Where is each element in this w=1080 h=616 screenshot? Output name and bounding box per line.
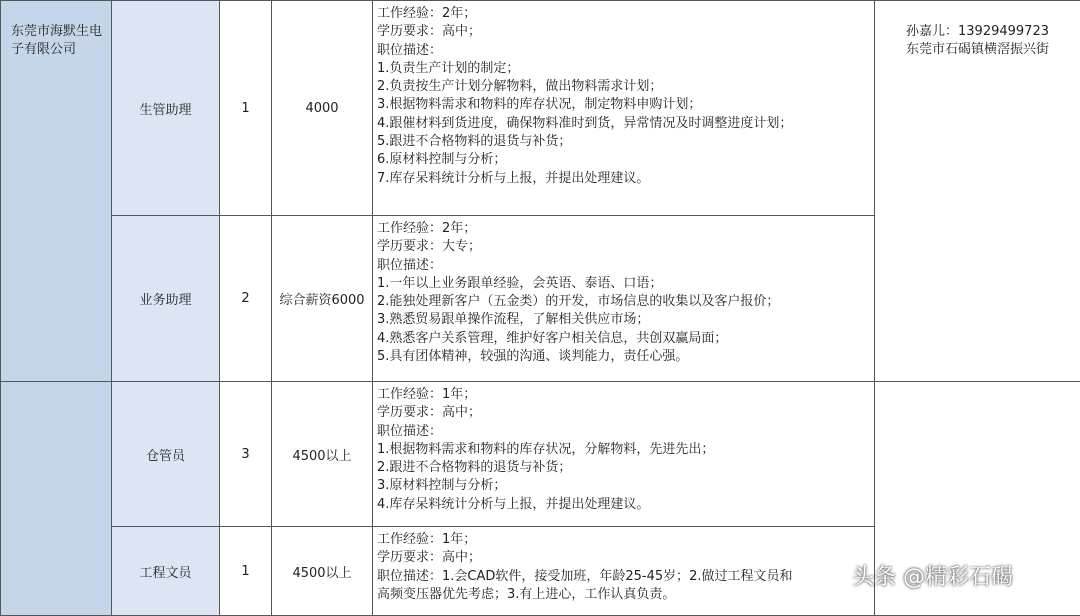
description-line: 3.原材料控制与分析； bbox=[377, 477, 868, 495]
description-line: 1.一年以上业务跟单经验，会英语、泰语、口语； bbox=[377, 275, 868, 293]
count-cell bbox=[220, 527, 272, 616]
table-row bbox=[1, 1, 1080, 216]
salary: 4000 bbox=[305, 101, 338, 116]
company-name: 东莞市海默生电子有限公司 bbox=[11, 24, 102, 57]
description-line: 2.负责按生产计划分解物料，做出物料需求计划； bbox=[377, 78, 868, 96]
count-cell bbox=[220, 1, 272, 216]
description-line: 学历要求：高中； bbox=[377, 549, 868, 567]
position-name: 仓管员 bbox=[146, 449, 185, 464]
table-row bbox=[1, 382, 1080, 527]
job-description-cell bbox=[373, 527, 875, 616]
description-line: 职位描述： bbox=[377, 257, 868, 275]
description-line: 1.负责生产计划的制定； bbox=[377, 60, 868, 78]
salary-cell bbox=[272, 527, 373, 616]
contact-cell bbox=[875, 1, 1080, 382]
description-line: 学历要求：高中； bbox=[377, 23, 868, 41]
job-description-cell bbox=[373, 382, 875, 527]
job-description-cell bbox=[373, 1, 875, 216]
description-line: 3.根据物料需求和物料的库存状况，制定物料申购计划； bbox=[377, 96, 868, 114]
headcount: 2 bbox=[241, 291, 249, 306]
description-line: 4.跟催材料到货进度，确保物料准时到货，异常情况及时调整进度计划； bbox=[377, 115, 868, 133]
description-line: 4.熟悉客户关系管理，维护好客户相关信息，共创双赢局面； bbox=[377, 330, 868, 348]
position-cell bbox=[112, 382, 220, 527]
salary: 综合薪资6000 bbox=[279, 293, 364, 308]
salary-cell bbox=[272, 216, 373, 382]
job-description-cell bbox=[373, 216, 875, 382]
company-name-cell bbox=[1, 1, 112, 382]
description-line: 工作经验：2年； bbox=[377, 5, 868, 23]
description-line: 高频变压器优先考虑；3.有上进心，工作认真负责。 bbox=[377, 586, 868, 604]
description-line: 7.库存呆料统计分析与上报，并提出处理建议。 bbox=[377, 170, 868, 188]
position-name: 生管助理 bbox=[139, 103, 191, 118]
contact-address: 东莞市石碣镇横滘振兴街 bbox=[875, 41, 1080, 59]
position-name: 业务助理 bbox=[139, 293, 191, 308]
contact-name-phone: 孙嘉儿：13929499723 bbox=[875, 23, 1080, 41]
position-cell bbox=[112, 1, 220, 216]
description-line: 职位描述： bbox=[377, 42, 868, 60]
count-cell bbox=[220, 382, 272, 527]
position-cell bbox=[112, 216, 220, 382]
headcount: 3 bbox=[241, 447, 249, 462]
description-line: 职位描述：1.会CAD软件，接受加班，年龄25-45岁；2.做过工程文员和 bbox=[377, 568, 868, 586]
description-line: 工作经验：1年； bbox=[377, 386, 868, 404]
description-line: 职位描述： bbox=[377, 423, 868, 441]
position-name: 工程文员 bbox=[139, 566, 191, 581]
salary: 4500以上 bbox=[292, 566, 351, 581]
description-line: 4.库存呆料统计分析与上报，并提出处理建议。 bbox=[377, 496, 868, 514]
watermark: 头条 @精彩石碣 bbox=[852, 560, 1013, 591]
description-line: 2.能独处理新客户（五金类）的开发，市场信息的收集以及客户报价； bbox=[377, 293, 868, 311]
position-cell bbox=[112, 527, 220, 616]
headcount: 1 bbox=[241, 101, 249, 116]
description-line: 学历要求：大专； bbox=[377, 238, 868, 256]
description-line: 5.具有团体精神，较强的沟通、谈判能力，责任心强。 bbox=[377, 348, 868, 366]
description-line: 2.跟进不合格物料的退货与补货； bbox=[377, 459, 868, 477]
count-cell bbox=[220, 216, 272, 382]
description-line: 1.根据物料需求和物料的库存状况，分解物料，先进先出； bbox=[377, 441, 868, 459]
salary-cell bbox=[272, 382, 373, 527]
salary-cell bbox=[272, 1, 373, 216]
description-line: 5.跟进不合格物料的退货与补货； bbox=[377, 133, 868, 151]
salary: 4500以上 bbox=[292, 449, 351, 464]
headcount: 1 bbox=[241, 564, 249, 579]
company-name-cell bbox=[1, 382, 112, 616]
description-line: 工作经验：1年； bbox=[377, 531, 868, 549]
description-line: 3.熟悉贸易跟单操作流程，了解相关供应市场； bbox=[377, 311, 868, 329]
description-line: 工作经验：2年； bbox=[377, 220, 868, 238]
description-line: 学历要求：高中； bbox=[377, 404, 868, 422]
description-line: 6.原材料控制与分析； bbox=[377, 151, 868, 169]
